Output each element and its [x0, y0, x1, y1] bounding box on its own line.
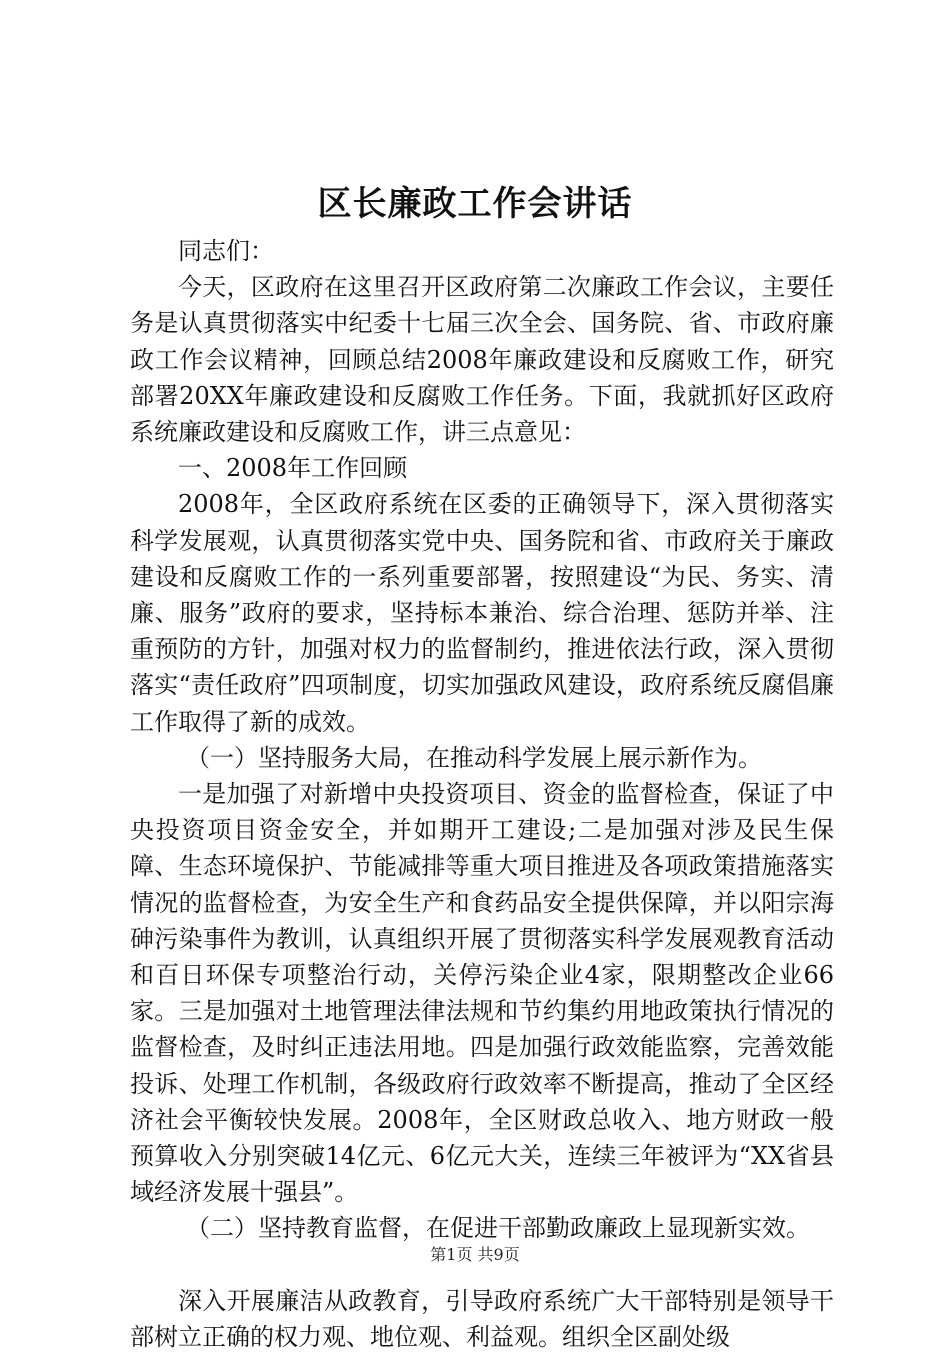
intro-paragraph: 今天，区政府在这里召开区政府第二次廉政工作会议，主要任务是认真贯彻落实中纪委十七届三次全会、国务院、省、市政府廉政工作会议精神，回顾总结2008年廉政建设和反腐败工作，研究部署20XX年廉政建设和反腐败工作任务。下面，我就抓好区政府系统廉政建设和反腐败工作，讲三点意见： [130, 273, 834, 447]
subsection-1-paragraph: 一是加强了对新增中央投资项目、资金的监督检查，保证了中央投资项目资金安全，并如期开工建设;二是加强对涉及民生保障、生态环境保护、节能减排等重大项目推进及各项政策措施落实情况的监督检查，为安全生产和食药品安全提供保障，并以阳宗海砷污染事件为教训，认真组织开展了贯彻落实科学发展观教育活动和百日环保专项整治行动，关停污染企业4家，限期整改企业66家。三是加强对土地管理法律法规和节约集约用地政策执行情况的监督检查，及时纠正违法用地。四是加强行政效能监察，完善效能投诉、处理工作机制，各级政府行政效率不断提高，推动了全区经济社会平衡较快发展。2008年，全区财政总收入、地方财政一般预算收入分别突破14亿元、6亿元大关，连续三年被评为“XX省县域经济发展十强县”。 [130, 780, 834, 1207]
salutation: 同志们： [178, 237, 274, 265]
subsection-2-paragraph: 深入开展廉洁从政教育，引导政府系统广大干部特别是领导干部树立正确的权力观、地位观、利益观。组织全区副处级 [130, 1286, 834, 1351]
subsection-heading-2: （二）坚持教育监督，在促进干部勤政廉政上显现新实效。 [186, 1214, 810, 1243]
document-body [130, 233, 834, 1355]
subsection-heading-1: （一）坚持服务大局，在推动科学发展上展示新作为。 [186, 743, 762, 772]
section-heading-1: 一、2008年工作回顾 [178, 454, 408, 483]
document-title: 区长廉政工作会讲话 [317, 184, 633, 224]
review-paragraph: 2008年，全区政府系统在区委的正确领导下，深入贯彻落实科学发展观，认真贯彻落实党中央、国务院和省、市政府关于廉政建设和反腐败工作的一系列重要部署，按照建设“为民、务实、清廉、服务”政府的要求，坚持标本兼治、综合治理、惩防并举、注重预防的方针，加强对权力的监督制约，推进依法行政，深入贯彻落实“责任政府”四项制度，切实加强政风建设，政府系统反腐倡廉工作取得了新的成效。 [130, 490, 834, 736]
page-footer: 第1页 共9页 [430, 1245, 520, 1264]
